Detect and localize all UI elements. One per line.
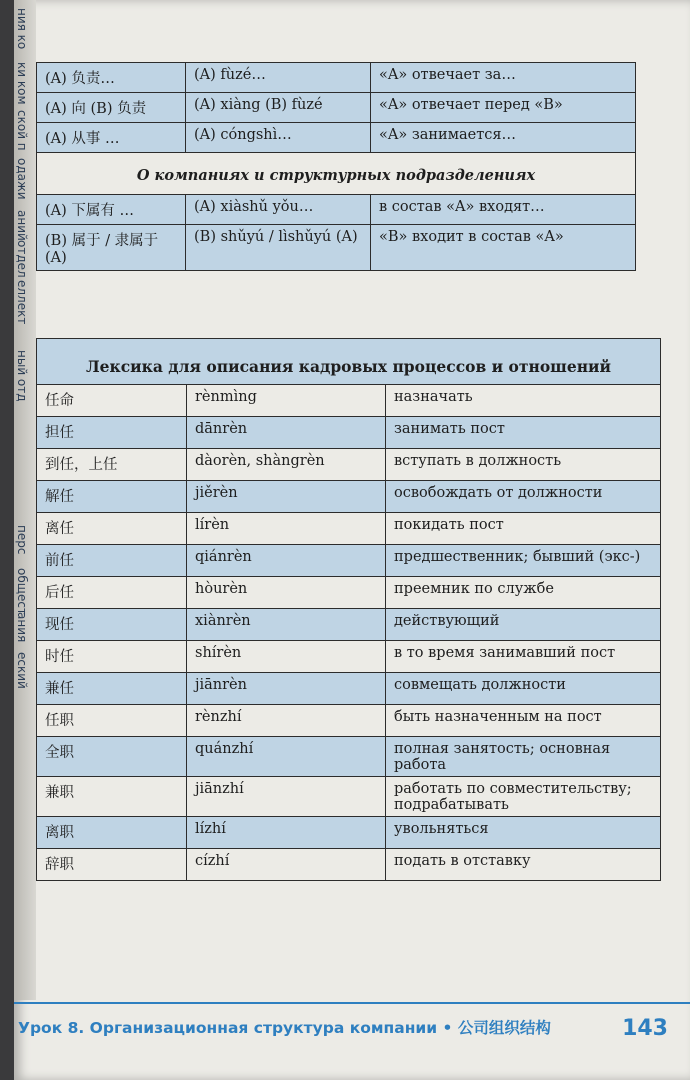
- chinese-cell: 辞职: [37, 849, 187, 881]
- chinese-cell: 任职: [37, 705, 187, 737]
- chinese-cell: (A) 从事 …: [37, 123, 186, 153]
- pinyin-cell: shírèn: [187, 641, 386, 673]
- pinyin-cell: lírèn: [187, 513, 386, 545]
- table-row: [37, 93, 636, 123]
- translation-cell: быть назначенным на пост: [386, 705, 661, 737]
- table-row: [37, 777, 661, 817]
- edge-fragment: ный отд: [15, 350, 29, 402]
- table-row: [37, 195, 636, 225]
- chinese-cell: 离职: [37, 817, 187, 849]
- lesson-title: Урок 8. Организационная структура компании • 公司组织结构: [18, 1019, 551, 1037]
- edge-fragment: одажи: [15, 158, 29, 200]
- table-row: [37, 705, 661, 737]
- chinese-cell: 担任: [37, 417, 187, 449]
- pinyin-cell: hòurèn: [187, 577, 386, 609]
- edge-fragment: общест: [15, 568, 29, 616]
- table-title: Лексика для описания кадровых процессов и отношений: [37, 339, 661, 385]
- pinyin-cell: qiánrèn: [187, 545, 386, 577]
- table-title-row: [37, 339, 661, 385]
- book-page: [14, 0, 690, 1080]
- footer-divider: [14, 1002, 690, 1004]
- table-row: [37, 449, 661, 481]
- chinese-cell: 到任，上任: [37, 449, 187, 481]
- table-row: [37, 63, 636, 93]
- table-row: [37, 225, 636, 271]
- translation-cell: подать в отставку: [386, 849, 661, 881]
- table-row: [37, 513, 661, 545]
- translation-cell: полная занятость; основная работа: [386, 737, 661, 777]
- chinese-cell: (A) 向 (B) 负责: [37, 93, 186, 123]
- table-row: [37, 849, 661, 881]
- table-row: [37, 737, 661, 777]
- edge-fragment: ской п: [15, 110, 29, 151]
- table-row: [37, 609, 661, 641]
- chinese-cell: 后任: [37, 577, 187, 609]
- translation-cell: в то время занимавший пост: [386, 641, 661, 673]
- pinyin-cell: (A) xiàng (B) fùzé: [186, 93, 371, 123]
- section-heading: О компаниях и структурных подразделениях: [37, 153, 636, 195]
- chinese-cell: 全职: [37, 737, 187, 777]
- table-row: [37, 123, 636, 153]
- pinyin-cell: (A) cóngshì…: [186, 123, 371, 153]
- edge-fragment: ания: [15, 612, 29, 643]
- chinese-cell: (A) 下属有 …: [37, 195, 186, 225]
- chinese-cell: (A) 负责…: [37, 63, 186, 93]
- pinyin-cell: dàorèn, shàngrèn: [187, 449, 386, 481]
- translation-cell: «B» входит в состав «A»: [371, 225, 636, 271]
- translation-cell: «A» отвечает перед «B»: [371, 93, 636, 123]
- chinese-cell: 前任: [37, 545, 187, 577]
- table-row: [37, 577, 661, 609]
- pinyin-cell: cízhí: [187, 849, 386, 881]
- chinese-cell: 解任: [37, 481, 187, 513]
- table-row: [37, 673, 661, 705]
- edge-fragment: перс: [15, 525, 29, 555]
- translation-cell: покидать пост: [386, 513, 661, 545]
- vocabulary-table: [36, 338, 661, 881]
- translation-cell: занимать пост: [386, 417, 661, 449]
- translation-cell: «A» занимается…: [371, 123, 636, 153]
- pinyin-cell: (B) shǔyú / lìshǔyú (A): [186, 225, 371, 271]
- translation-cell: работать по совместительству; подрабатывать: [386, 777, 661, 817]
- pinyin-cell: lízhí: [187, 817, 386, 849]
- section-heading-row: [37, 153, 636, 195]
- pinyin-cell: quánzhí: [187, 737, 386, 777]
- pinyin-cell: (A) xiàshǔ yǒu…: [186, 195, 371, 225]
- translation-cell: предшественник; бывший (экс-): [386, 545, 661, 577]
- previous-page-edge: [14, 0, 36, 1000]
- translation-cell: преемник по службе: [386, 577, 661, 609]
- edge-fragment: аний: [15, 210, 29, 241]
- translation-cell: «A» отвечает за…: [371, 63, 636, 93]
- translation-cell: вступать в должность: [386, 449, 661, 481]
- translation-cell: совмещать должности: [386, 673, 661, 705]
- edge-fragment: еский: [15, 652, 29, 689]
- table-row: [37, 385, 661, 417]
- table-row: [37, 481, 661, 513]
- page-number: 143: [622, 1016, 668, 1041]
- pinyin-cell: (A) fùzé…: [186, 63, 371, 93]
- pinyin-cell: dānrèn: [187, 417, 386, 449]
- pinyin-cell: xiànrèn: [187, 609, 386, 641]
- chinese-cell: 兼任: [37, 673, 187, 705]
- translation-cell: назначать: [386, 385, 661, 417]
- edge-fragment: еллект: [15, 280, 29, 325]
- pinyin-cell: rènzhí: [187, 705, 386, 737]
- edge-fragment: ния ко: [15, 8, 29, 50]
- pinyin-cell: jiěrèn: [187, 481, 386, 513]
- table-row: [37, 417, 661, 449]
- table-row: [37, 817, 661, 849]
- table-row: [37, 545, 661, 577]
- pinyin-cell: rènmìng: [187, 385, 386, 417]
- pinyin-cell: jiānrèn: [187, 673, 386, 705]
- chinese-cell: 现任: [37, 609, 187, 641]
- chinese-cell: 时任: [37, 641, 187, 673]
- edge-fragment: ки ком: [15, 62, 29, 105]
- translation-cell: в состав «A» входят…: [371, 195, 636, 225]
- edge-fragment: отдел: [15, 240, 29, 278]
- translation-cell: освобождать от должности: [386, 481, 661, 513]
- chinese-cell: 任命: [37, 385, 187, 417]
- chinese-cell: (B) 属于 / 隶属于 (A): [37, 225, 186, 271]
- translation-cell: увольняться: [386, 817, 661, 849]
- expressions-table: [36, 62, 636, 271]
- chinese-cell: 离任: [37, 513, 187, 545]
- table-row: [37, 641, 661, 673]
- chinese-cell: 兼职: [37, 777, 187, 817]
- translation-cell: действующий: [386, 609, 661, 641]
- pinyin-cell: jiānzhí: [187, 777, 386, 817]
